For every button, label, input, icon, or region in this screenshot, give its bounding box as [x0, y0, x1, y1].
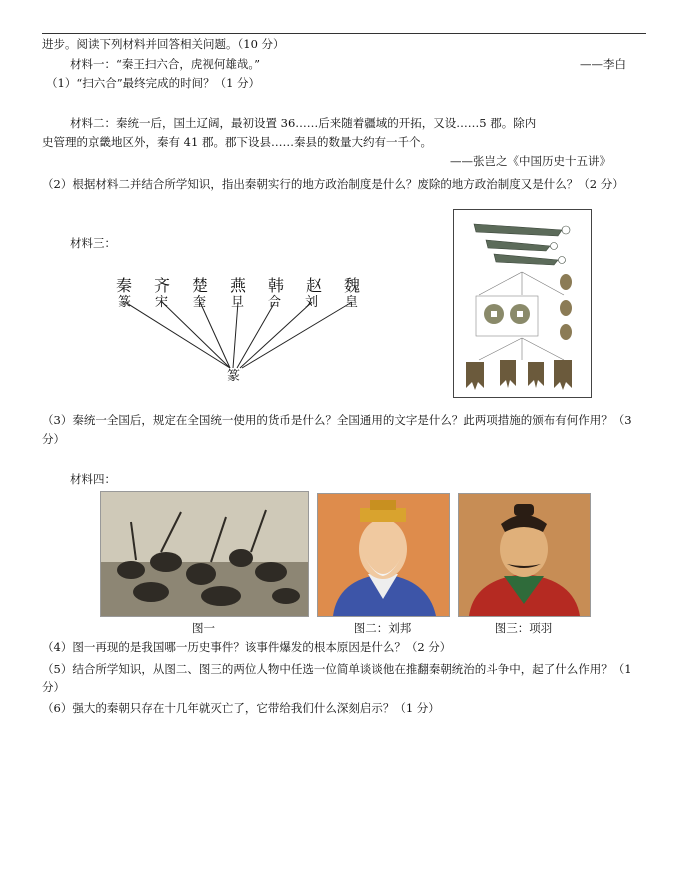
material-1-text: 材料一：“秦王扫六合，虎视何雄哉。”: [70, 57, 261, 71]
question-1: （1）“扫六合”最终完成的时间？（1 分）: [46, 76, 261, 90]
state-wei: 魏: [344, 276, 361, 295]
figure-3-xiang-yu-portrait: [458, 493, 591, 617]
figure-2-liu-bang-portrait: [317, 493, 450, 617]
question-4: （4）图一再现的是我国哪一历史事件？该事件爆发的根本原因是什么？（2 分）: [42, 640, 452, 654]
state-han: 韩: [268, 276, 285, 295]
intro-text: 进步。阅读下列材料并回答相关问题。（10 分）: [42, 37, 285, 51]
seal-glyph-7: 皇: [345, 295, 359, 310]
state-yan: 燕: [230, 276, 247, 295]
question-6: （6）强大的秦朝只存在十几年就灭亡了，它带给我们什么深刻启示？（1 分）: [42, 701, 440, 715]
state-chu: 楚: [192, 276, 209, 295]
seal-glyph-2: 宋: [155, 295, 169, 310]
figure-1-caption: 图一: [192, 621, 215, 635]
header-rule: [42, 33, 646, 34]
figure-3-caption: 图三：项羽: [494, 621, 553, 635]
question-3: （3）秦统一全国后，规定在全国统一使用的货币是什么？全国通用的文字是什么？此两项措施的颁布有何作用？（3 分）: [42, 413, 632, 446]
figure-1-uprising-painting: [100, 491, 309, 617]
material-4-label: 材料四：: [70, 472, 116, 486]
script-diagram-lines: [100, 290, 380, 390]
material-2-line1: 材料二：秦统一后，国土辽阔，最初设置 36……后来随着疆域的开拓，又设……5 郡。除内: [70, 116, 537, 130]
material-2-source: ——张岂之《中国历史十五讲》: [450, 154, 611, 168]
seal-glyph-4: 旦: [231, 295, 245, 310]
seal-glyph-center: 篆: [227, 369, 241, 384]
material-2-line2: 史管理的京畿地区外，秦有 41 郡。郡下设县……秦县的数量大约有一千个。: [42, 135, 432, 149]
seal-glyph-1: 篆: [118, 295, 132, 310]
question-2: （2）根据材料二并结合所学知识，指出秦朝实行的地方政治制度是什么？废除的地方政治制度又是什么？（2 分）: [42, 177, 624, 191]
seal-glyph-3: 奎: [193, 295, 207, 310]
figure-2-caption: 图二：刘邦: [353, 621, 412, 635]
seal-glyph-6: 刘: [305, 295, 319, 310]
coins-illustration: [453, 209, 592, 398]
question-5: （5）结合所学知识，从图二、图三的两位人物中任选一位简单谈谈他在推翻秦朝统治的斗争中，起了什么作用？（1 分）: [42, 662, 632, 694]
seal-glyph-5: 合: [268, 295, 282, 310]
state-qin: 秦: [116, 276, 133, 295]
state-zhao: 赵: [306, 276, 323, 295]
material-1-source: ——李白: [580, 57, 626, 71]
material-3-label: 材料三：: [70, 236, 116, 250]
state-qi: 齐: [154, 276, 171, 295]
